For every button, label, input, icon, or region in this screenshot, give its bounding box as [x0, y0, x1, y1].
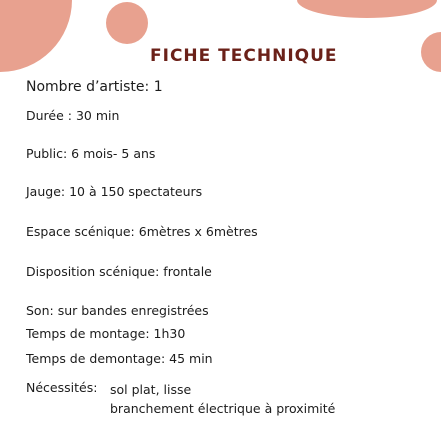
sound: Son: sur bandes enregistrées: [26, 303, 209, 318]
decorative-quarter-circle: [0, 0, 80, 80]
teardown-time: Temps de demontage: 45 min: [26, 351, 213, 366]
requirements-list: [110, 380, 335, 418]
decorative-circle: [105, 1, 149, 45]
audience-age: Public: 6 mois- 5 ans: [26, 146, 156, 161]
decorative-half-circle-right: [420, 32, 441, 72]
setup-time: Temps de montage: 1h30: [26, 326, 186, 341]
requirement-item: sol plat, lisse: [110, 382, 192, 397]
page-title: FICHE TECHNIQUE: [150, 46, 338, 66]
requirement-item: branchement électrique à proximité: [110, 401, 336, 416]
artists-count: Nombre d’artiste: 1: [26, 79, 163, 95]
capacity: Jauge: 10 à 150 spectateurs: [26, 184, 203, 199]
decorative-half-circle-top: [297, 0, 437, 18]
requirements-label: Nécessités:: [26, 380, 98, 395]
stage-space: Espace scénique: 6mètres x 6mètres: [26, 224, 258, 239]
requirements: [26, 380, 336, 416]
stage-layout: Disposition scénique: frontale: [26, 264, 212, 279]
duration: Durée : 30 min: [26, 108, 120, 123]
